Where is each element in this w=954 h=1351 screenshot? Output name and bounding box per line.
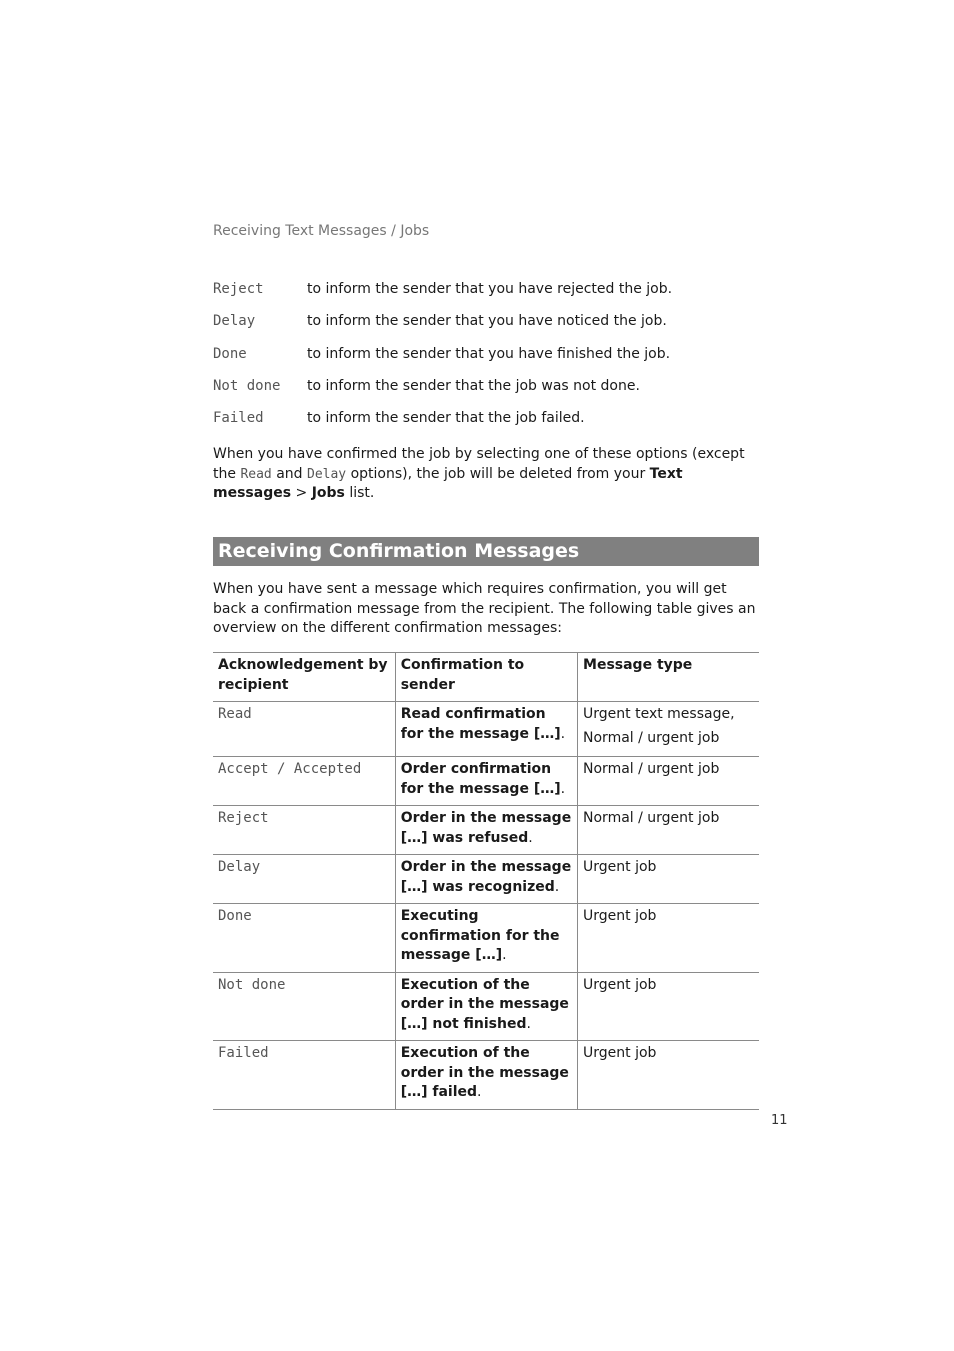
ack-cell [213, 1041, 395, 1110]
ack-value: Not done [218, 976, 286, 993]
option-row-failed [213, 402, 759, 434]
message-type-cell: Normal / urgent job [578, 757, 759, 806]
confirmation-suffix: . [560, 780, 566, 797]
option-key: Failed [213, 410, 264, 427]
confirmation-cell [395, 806, 577, 855]
confirmation-value: Executing confirmation for the message […] [400, 908, 560, 963]
delay-option-label: Delay [307, 466, 347, 482]
message-type-cell: Urgent job [578, 855, 759, 904]
option-row-done [213, 338, 759, 370]
column-header-acknowledgement: Acknowledgement by recipient [213, 653, 395, 702]
ack-cell [213, 702, 395, 757]
ack-cell [213, 806, 395, 855]
table-row [213, 702, 759, 757]
option-description: to inform the sender that the job was not done. [307, 378, 640, 395]
confirmation-cell [395, 702, 577, 757]
ack-cell [213, 855, 395, 904]
text-run: options), the job will be deleted from your [346, 465, 650, 482]
message-type-cell [578, 702, 759, 757]
text-run: When you have confirmed the job by selecting one of these options (except the [213, 446, 745, 482]
text-run: list. [344, 485, 375, 501]
confirmation-suffix: . [528, 829, 533, 846]
confirmation-cell [395, 1041, 577, 1110]
option-key: Done [213, 345, 247, 362]
option-key: Delay [213, 313, 256, 330]
confirmation-value: Execution of the order in the message […] failed [400, 1045, 569, 1100]
table-row [213, 904, 759, 973]
message-type-cell: Normal / urgent job [578, 806, 759, 855]
message-type-cell: Urgent job [578, 904, 759, 973]
confirmation-suffix: . [526, 1015, 531, 1032]
option-row-delay [213, 305, 759, 337]
table-header-row [213, 653, 759, 702]
intro-paragraph: When you have sent a message which requires confirmation, you will get back a confirmation message from the recipient. The following table gives an overview on the different confirmation messages: [213, 581, 756, 636]
ack-value: Failed [218, 1045, 269, 1061]
message-type-cell: Urgent job [578, 1041, 759, 1110]
confirmation-value: Order in the message […] was recognized [400, 859, 572, 895]
section-heading: Receiving Confirmation Messages [213, 537, 759, 566]
ack-cell [213, 757, 395, 806]
confirmation-value: Read confirmation for the message […] [400, 706, 561, 742]
option-description: to inform the sender that the job failed. [307, 410, 585, 427]
confirmation-cell [395, 757, 577, 806]
table-row [213, 806, 759, 855]
confirmation-value: Order in the message […] was refused [400, 810, 572, 846]
confirmation-value: Order confirmation for the message […] [400, 761, 561, 797]
option-list [213, 273, 759, 434]
confirmation-cell [395, 972, 577, 1041]
option-description: to inform the sender that you have finished the job. [307, 345, 671, 362]
confirmation-cell [395, 855, 577, 904]
confirmation-suffix: . [554, 878, 560, 895]
table-row [213, 757, 759, 806]
confirmation-suffix: . [477, 1084, 482, 1100]
confirmation-suffix: . [502, 947, 507, 963]
option-description: to inform the sender that you have noticed the job. [307, 313, 667, 330]
option-key: Not done [213, 378, 281, 395]
confirmation-table [213, 652, 759, 1110]
ack-cell [213, 972, 395, 1041]
option-key: Reject [213, 281, 264, 298]
confirmation-cell [395, 904, 577, 973]
confirmation-value: Execution of the order in the message […] not finished [400, 976, 569, 1032]
table-row [213, 1041, 759, 1110]
confirmation-suffix: . [560, 725, 566, 742]
column-header-confirmation: Confirmation to sender [395, 653, 577, 702]
message-type-value: Urgent text message, [583, 706, 735, 722]
text-run: and [271, 465, 307, 482]
page-number: 11 [771, 1113, 788, 1128]
option-row-reject [213, 273, 759, 305]
jobs-menu-label: Jobs [311, 485, 345, 501]
column-header-message-type: Message type [578, 653, 759, 702]
table-row [213, 855, 759, 904]
read-option-label: Read [240, 466, 272, 482]
running-head: Receiving Text Messages / Jobs [213, 223, 430, 239]
option-row-not-done [213, 370, 759, 402]
ack-value: Read [218, 706, 252, 722]
ack-value: Accept / Accepted [218, 761, 362, 777]
ack-value: Reject [218, 810, 269, 826]
text-messages-menu-label: Text messages [213, 465, 683, 501]
confirmation-deletion-paragraph [213, 445, 763, 504]
ack-value: Done [218, 908, 252, 924]
table-row [213, 972, 759, 1041]
ack-value: Delay [218, 859, 261, 875]
option-description: to inform the sender that you have rejected the job. [307, 281, 673, 298]
message-type-cell: Urgent job [578, 972, 759, 1041]
message-type-value: Normal / urgent job [583, 730, 720, 746]
ack-cell [213, 904, 395, 973]
text-run: > [291, 485, 312, 501]
